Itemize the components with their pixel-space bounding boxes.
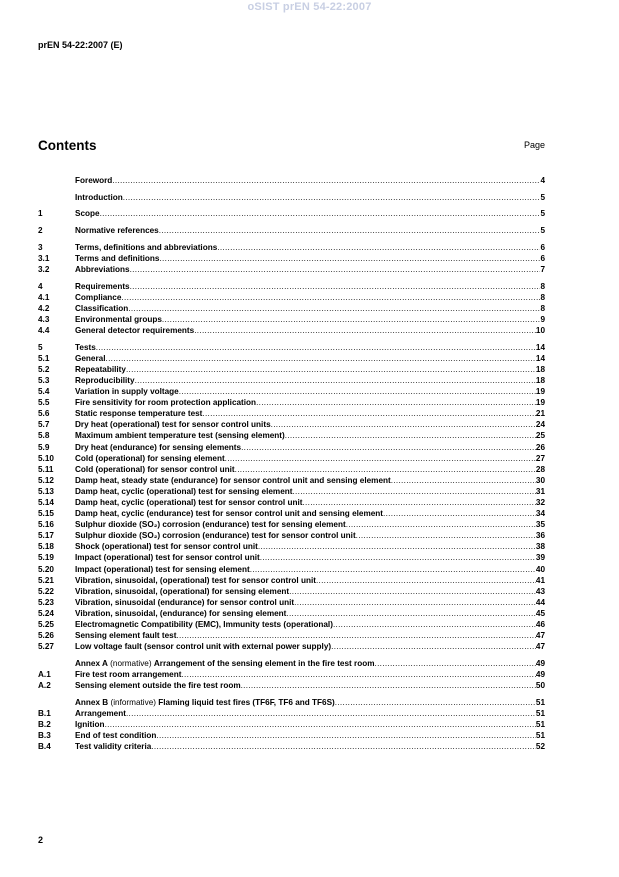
dot-leader <box>260 552 536 563</box>
toc-entry[interactable] <box>38 608 545 619</box>
toc-entry-title-text: Electromagnetic Compatibility (EMC), Immunity tests (operational) <box>75 620 333 630</box>
toc-entry[interactable] <box>38 486 545 497</box>
dot-leader <box>179 386 536 397</box>
toc-entry-title-text: Vibration, sinusoidal, (endurance) for sensing element <box>75 608 287 618</box>
toc-entry-number: 5.11 <box>38 464 54 474</box>
annex-title: Arrangement of the sensing element in the fire test room <box>153 658 375 668</box>
toc-entry[interactable] <box>38 175 545 186</box>
toc-entry-title-text: End of test condition <box>75 731 157 741</box>
toc-entry-title-text: Classification <box>75 303 129 313</box>
page-number: 2 <box>38 835 44 845</box>
dot-leader <box>241 680 536 691</box>
toc-entry-title-text: Normative references <box>75 226 159 236</box>
toc-entry-title-text: Shock (operational) test for sensor control unit <box>75 542 258 552</box>
toc-entry-title-text: Arrangement <box>75 708 126 718</box>
toc-entry-number: B.3 <box>38 731 51 741</box>
toc-entry[interactable] <box>38 253 545 264</box>
dot-leader <box>333 619 536 630</box>
page-column-label: Page <box>523 140 545 150</box>
toc-entry-title <box>75 669 181 680</box>
toc-entry-title <box>75 375 135 386</box>
toc-entry-title-text: Static response temperature test <box>75 409 203 419</box>
toc-entry-number: 5.26 <box>38 631 54 641</box>
toc-entry-page: 6 <box>540 242 545 252</box>
toc-entry-page: 5 <box>540 209 545 219</box>
dot-leader <box>375 658 536 669</box>
toc-entry-title <box>75 530 356 541</box>
toc-entry-title-text: Sensing element fault test <box>75 631 177 641</box>
toc-entry-page: 14 <box>535 342 545 352</box>
toc-entry-title <box>75 325 194 336</box>
toc-entry-number: 5.18 <box>38 542 54 552</box>
toc-entry-number: 5.17 <box>38 531 54 541</box>
toc-entry-page: 45 <box>535 608 545 618</box>
toc-entry[interactable] <box>38 552 545 563</box>
dot-leader <box>383 508 536 519</box>
toc-entry-title-text: Terms and definitions <box>75 253 160 263</box>
toc-entry-title <box>75 242 217 253</box>
toc-entry-title <box>75 619 333 630</box>
toc-entry-title <box>75 697 335 708</box>
toc-entry[interactable] <box>38 386 545 397</box>
toc-entry-number: 5.4 <box>38 387 50 397</box>
toc-entry-title <box>75 597 294 608</box>
toc-entry-title <box>75 292 121 303</box>
toc-entry-title-text: Fire test room arrangement <box>75 670 182 679</box>
toc-entry-title-text: Environmental groups <box>75 314 162 324</box>
toc-entry[interactable] <box>38 669 545 680</box>
toc-entry-page: 52 <box>535 742 545 752</box>
toc-entry-title-text: Sulphur dioxide (SO₂) corrosion (endurance) test for sensing element <box>75 520 346 530</box>
toc-entry-page: 47 <box>535 642 545 652</box>
toc-entry-title-text: Vibration, sinusoidal, (operational) test for sensor control unit <box>75 575 316 585</box>
dot-leader <box>159 253 540 264</box>
toc-entry-title <box>75 408 202 419</box>
toc-entry-number: 4.3 <box>38 314 50 324</box>
dot-leader <box>105 719 536 730</box>
toc-entry-page: 46 <box>535 620 545 630</box>
toc-entry-title-text: Test validity criteria <box>75 742 152 752</box>
dot-leader <box>128 303 540 314</box>
toc-entry-number: 3.1 <box>38 253 50 263</box>
toc-entry[interactable] <box>38 530 545 541</box>
table-of-contents <box>38 175 545 752</box>
toc-entry-page: 19 <box>535 387 545 397</box>
toc-entry-title-text: Damp heat, cyclic (operational) test for sensing element <box>75 486 293 496</box>
toc-entry-title <box>75 641 331 652</box>
annex-title: Flaming liquid test fires (TF6F, TF6 and TF6S) <box>158 697 335 707</box>
toc-entry[interactable] <box>38 292 545 303</box>
dot-leader <box>123 192 541 203</box>
toc-entry-number: 5.7 <box>38 420 50 430</box>
toc-entry-page: 6 <box>540 253 545 263</box>
document-id: prEN 54-22:2007 (E) <box>38 40 123 50</box>
dot-leader <box>194 325 536 336</box>
toc-entry[interactable] <box>38 730 545 741</box>
toc-entry[interactable] <box>38 741 545 752</box>
toc-entry-title-text: Variation in supply voltage <box>75 387 179 397</box>
toc-entry-title <box>75 419 271 430</box>
toc-entry[interactable] <box>38 430 545 441</box>
toc-entry-title-text: Damp heat, steady state (endurance) for sensor control unit and sensing element <box>75 475 391 485</box>
toc-entry[interactable] <box>38 508 545 519</box>
toc-entry-number: 5.13 <box>38 486 54 496</box>
toc-entry-page: 31 <box>535 486 545 496</box>
toc-entry-number: A.2 <box>38 681 51 691</box>
toc-entry-title-text: Ignition <box>75 719 105 729</box>
toc-entry[interactable] <box>38 208 545 219</box>
toc-entry-title-text: Foreword <box>75 176 113 185</box>
toc-entry-number: 2 <box>38 226 43 236</box>
dot-leader <box>258 541 536 552</box>
toc-entry-number: B.2 <box>38 719 51 729</box>
toc-entry-page: 9 <box>540 314 545 324</box>
toc-entry[interactable] <box>38 442 545 453</box>
dot-leader <box>346 519 536 530</box>
toc-entry-number: 5.9 <box>38 442 50 452</box>
toc-entry-page: 32 <box>535 498 545 507</box>
toc-entry[interactable] <box>38 597 545 608</box>
toc-entry-page: 27 <box>535 453 545 463</box>
dot-leader <box>100 208 541 219</box>
dot-leader <box>302 497 535 508</box>
toc-entry-title-text: Repeatability <box>75 364 126 374</box>
toc-entry-title <box>75 497 302 508</box>
toc-entry-title <box>75 303 128 314</box>
toc-entry[interactable] <box>38 303 545 314</box>
toc-entry-title-text: Terms, definitions and abbreviations <box>75 242 218 252</box>
toc-entry[interactable] <box>38 708 545 719</box>
toc-entry-page: 35 <box>535 520 545 530</box>
toc-entry-title-text: Low voltage fault (sensor control unit with external power supply) <box>75 642 332 652</box>
toc-entry-title <box>75 175 112 186</box>
toc-entry-page: 28 <box>535 464 545 474</box>
toc-entry-title-text: Annex B <box>75 697 109 707</box>
toc-entry[interactable] <box>38 397 545 408</box>
toc-entry[interactable] <box>38 630 545 641</box>
toc-entry-title <box>75 630 176 641</box>
toc-entry-title-text: Compliance <box>75 292 122 302</box>
toc-entry-title <box>75 586 289 597</box>
toc-entry[interactable] <box>38 342 545 353</box>
toc-entry-title <box>75 453 225 464</box>
toc-entry-page: 50 <box>535 681 545 691</box>
toc-entry-number: 5.25 <box>38 620 54 630</box>
toc-entry-page: 47 <box>535 631 545 641</box>
toc-entry-page: 26 <box>535 442 545 452</box>
toc-entry-number: B.4 <box>38 742 51 752</box>
toc-entry-number: 5.21 <box>38 575 54 585</box>
toc-entry-page: 21 <box>535 409 545 419</box>
annex-type-label: (informative) <box>108 697 159 707</box>
toc-entry-title-text: Impact (operational) test for sensor control unit <box>75 553 260 563</box>
toc-entry-title <box>75 397 256 408</box>
dot-leader <box>271 419 536 430</box>
toc-entry-page: 5 <box>540 192 545 202</box>
toc-entry-title-text: Reproducibility <box>75 375 135 385</box>
toc-entry-title <box>75 552 260 563</box>
dot-leader <box>130 281 541 292</box>
dot-leader <box>235 464 536 475</box>
dot-leader <box>121 292 540 303</box>
toc-entry-page: 49 <box>535 658 545 668</box>
dot-leader <box>256 397 536 408</box>
toc-entry-page: 36 <box>535 531 545 541</box>
toc-entry-page: 8 <box>540 281 545 291</box>
toc-entry-page: 43 <box>535 586 545 596</box>
toc-entry[interactable] <box>38 564 545 575</box>
dot-leader <box>130 264 541 275</box>
toc-entry[interactable] <box>38 719 545 730</box>
toc-entry-page: 7 <box>540 264 545 274</box>
toc-entry-page: 24 <box>535 420 545 430</box>
toc-entry-number: 1 <box>38 209 43 219</box>
toc-entry-title <box>75 741 151 752</box>
toc-entry-number: 5.22 <box>38 586 54 596</box>
dot-leader <box>159 225 541 236</box>
dot-leader <box>225 453 536 464</box>
toc-entry-title-text: Maximum ambient temperature test (sensing element) <box>75 431 285 441</box>
toc-entry-number: B.1 <box>38 708 51 718</box>
toc-entry-title-text: Damp heat, cyclic (endurance) test for sensor control unit and sensing element <box>75 509 384 519</box>
toc-entry[interactable] <box>38 453 545 464</box>
toc-entry-page: 10 <box>535 326 545 335</box>
toc-entry-page: 40 <box>535 564 545 574</box>
dot-leader <box>286 608 535 619</box>
toc-entry-title-text: Vibration, sinusoidal, (operational) for sensing element <box>75 586 290 596</box>
toc-entry-title <box>75 719 105 730</box>
toc-entry-page: 19 <box>535 398 545 408</box>
toc-entry-title-text: General <box>75 353 106 363</box>
dot-leader <box>112 175 540 186</box>
toc-entry[interactable] <box>38 225 545 236</box>
dot-leader <box>241 442 536 453</box>
toc-entry[interactable] <box>38 519 545 530</box>
dot-leader <box>181 669 535 680</box>
toc-entry-page: 41 <box>535 575 545 585</box>
toc-entry[interactable] <box>38 353 545 364</box>
toc-entry-title <box>75 575 316 586</box>
annex-type-label: (normative) <box>107 658 154 668</box>
watermark: oSIST prEN 54-22:2007 <box>247 1 372 13</box>
toc-entry-page: 8 <box>540 303 545 313</box>
dot-leader <box>162 314 541 325</box>
dot-leader <box>126 708 536 719</box>
toc-entry-page: 30 <box>535 475 545 485</box>
toc-entry[interactable] <box>38 541 545 552</box>
toc-entry-title <box>75 208 100 219</box>
toc-entry-title <box>75 564 250 575</box>
dot-leader <box>96 342 536 353</box>
dot-leader <box>292 486 535 497</box>
toc-entry-title-text: Annex A <box>75 658 108 668</box>
toc-entry-title <box>75 353 106 364</box>
toc-entry-title-text: Fire sensitivity for room protection application <box>75 398 257 408</box>
toc-entry-number: 5.16 <box>38 520 54 530</box>
toc-entry[interactable] <box>38 192 545 203</box>
toc-entry-page: 39 <box>535 553 545 563</box>
contents-title: Contents <box>38 138 97 153</box>
toc-entry-title <box>75 264 130 275</box>
toc-entry[interactable] <box>38 475 545 486</box>
toc-entry-number: 5.24 <box>38 608 54 618</box>
toc-entry-title <box>75 314 162 325</box>
toc-entry-number: 5.8 <box>38 431 50 441</box>
toc-entry-title-text: Sensing element outside the fire test room <box>75 681 241 691</box>
dot-leader <box>289 586 536 597</box>
toc-entry-number: A.1 <box>38 670 51 679</box>
toc-entry-title-text: Vibration, sinusoidal (endurance) for sensor control unit <box>75 597 295 607</box>
toc-entry-title-text: Scope <box>75 209 100 219</box>
toc-entry[interactable] <box>38 314 545 325</box>
toc-entry-number: 5.20 <box>38 564 54 574</box>
toc-entry-page: 51 <box>535 697 545 707</box>
toc-entry-title <box>75 475 391 486</box>
toc-entry-number: 5.2 <box>38 364 50 374</box>
toc-entry-title <box>75 608 286 619</box>
dot-leader <box>106 353 536 364</box>
toc-entry-title <box>75 386 179 397</box>
toc-entry-title <box>75 519 346 530</box>
dot-leader <box>156 730 535 741</box>
toc-entry-title <box>75 225 159 236</box>
toc-entry-title-text: Cold (operational) for sensing element <box>75 453 225 463</box>
toc-entry-title <box>75 508 383 519</box>
toc-entry-page: 18 <box>535 375 545 385</box>
toc-entry[interactable] <box>38 575 545 586</box>
toc-entry-title <box>75 192 123 203</box>
toc-entry-title <box>75 486 292 497</box>
toc-entry-number: 5.14 <box>38 498 54 507</box>
toc-entry-page: 44 <box>535 597 545 607</box>
toc-entry-number: 5.12 <box>38 475 54 485</box>
toc-entry-number: 5.10 <box>38 453 54 463</box>
toc-entry-title-text: Abbreviations <box>75 264 130 274</box>
toc-entry-page: 5 <box>540 226 545 236</box>
toc-entry[interactable] <box>38 281 545 292</box>
toc-entry[interactable] <box>38 680 545 691</box>
toc-entry-title-text: General detector requirements <box>75 326 195 335</box>
dot-leader <box>356 530 536 541</box>
toc-entry[interactable] <box>38 497 545 508</box>
dot-leader <box>294 597 536 608</box>
toc-entry-title-text: Requirements <box>75 281 130 291</box>
dot-leader <box>126 364 536 375</box>
toc-entry-number: 3.2 <box>38 264 50 274</box>
dot-leader <box>250 564 536 575</box>
toc-entry[interactable] <box>38 658 545 669</box>
dot-leader <box>285 430 536 441</box>
dot-leader <box>316 575 536 586</box>
toc-entry-number: 5.27 <box>38 642 54 652</box>
toc-entry[interactable] <box>38 325 545 336</box>
toc-entry[interactable] <box>38 375 545 386</box>
toc-entry-page: 14 <box>535 353 545 363</box>
toc-entry-number: 5.6 <box>38 409 50 419</box>
toc-entry-number: 5.3 <box>38 375 50 385</box>
toc-entry-page: 38 <box>535 542 545 552</box>
toc-entry-title <box>75 680 241 691</box>
dot-leader <box>202 408 535 419</box>
toc-entry-page: 51 <box>535 731 545 741</box>
toc-entry-title <box>75 464 235 475</box>
toc-entry[interactable] <box>38 619 545 630</box>
toc-entry-page: 4 <box>540 176 545 185</box>
toc-entry-number: 3 <box>38 242 43 252</box>
toc-entry-number: 4.4 <box>38 326 50 335</box>
toc-entry-number: 5.19 <box>38 553 54 563</box>
toc-entry[interactable] <box>38 364 545 375</box>
toc-entry[interactable] <box>38 464 545 475</box>
toc-entry-title-text: Sulphur dioxide (SO₂) corrosion (endurance) test for sensor control unit <box>75 531 356 541</box>
toc-entry-number: 5 <box>38 342 43 352</box>
toc-entry-title-text: Cold (operational) for sensor control unit <box>75 464 235 474</box>
toc-entry-title <box>75 253 159 264</box>
toc-entry[interactable] <box>38 419 545 430</box>
dot-leader <box>151 741 536 752</box>
toc-entry-title <box>75 730 156 741</box>
toc-entry-page: 51 <box>535 719 545 729</box>
toc-entry-number: 5.5 <box>38 398 50 408</box>
toc-entry-number: 4.1 <box>38 292 50 302</box>
toc-entry[interactable] <box>38 242 545 253</box>
dot-leader <box>176 630 535 641</box>
dot-leader <box>135 375 536 386</box>
toc-entry-title <box>75 342 96 353</box>
toc-entry-title-text: Impact (operational) test for sensing element <box>75 564 250 574</box>
toc-entry-page: 49 <box>535 670 545 679</box>
toc-entry-page: 25 <box>535 431 545 441</box>
toc-entry-title-text: Damp heat, cyclic (operational) test for sensor control unit <box>75 498 303 507</box>
toc-entry-number: 5.15 <box>38 509 54 519</box>
toc-entry-title <box>75 281 130 292</box>
toc-entry-title <box>75 442 241 453</box>
toc-entry-title-text: Tests <box>75 342 96 352</box>
toc-entry-number: 5.23 <box>38 597 54 607</box>
toc-entry-page: 51 <box>535 708 545 718</box>
toc-entry-number: 5.1 <box>38 353 50 363</box>
toc-entry-title-text: Dry heat (endurance) for sensing elements <box>75 442 242 452</box>
toc-entry-page: 18 <box>535 364 545 374</box>
toc-entry[interactable] <box>38 264 545 275</box>
toc-entry-page: 8 <box>540 292 545 302</box>
toc-entry-page: 34 <box>535 509 545 519</box>
toc-entry-title <box>75 364 126 375</box>
dot-leader <box>391 475 536 486</box>
dot-leader <box>217 242 540 253</box>
toc-entry[interactable] <box>38 408 545 419</box>
toc-entry-number: 4.2 <box>38 303 50 313</box>
toc-entry-number: 4 <box>38 281 43 291</box>
toc-entry-title <box>75 708 126 719</box>
toc-entry[interactable] <box>38 697 545 708</box>
toc-entry-title <box>75 430 285 441</box>
toc-entry-title-text: Introduction <box>75 192 123 202</box>
dot-leader <box>335 697 536 708</box>
toc-entry-title <box>75 541 258 552</box>
toc-entry-title <box>75 658 375 669</box>
toc-entry-title-text: Dry heat (operational) test for sensor control units <box>75 420 271 430</box>
dot-leader <box>331 641 536 652</box>
toc-entry[interactable] <box>38 586 545 597</box>
toc-entry[interactable] <box>38 641 545 652</box>
